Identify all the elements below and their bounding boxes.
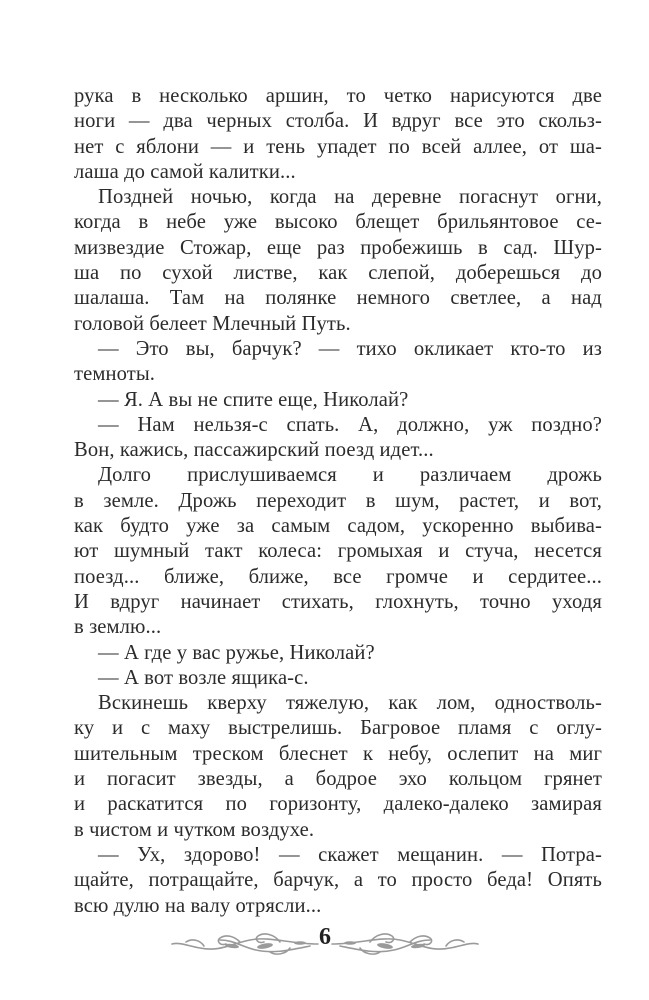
text-line: и раскатится по горизонту, далеко-далеко замирая: [74, 793, 602, 816]
text-line: — Я. А вы не спите еще, Николай?: [98, 388, 409, 411]
text-line: шалаша. Там на полянке немного светлее, а над: [74, 287, 602, 310]
text-line: ку и с маху выстрелишь. Багровое пламя с оглу-: [74, 717, 602, 740]
text-line: в чистом и чутком воздухе.: [74, 818, 315, 841]
text-line: Поздней ночью, когда на деревне погаснут огни,: [98, 186, 602, 209]
text-line: — А где у вас ружье, Николай?: [98, 641, 375, 664]
text-line: И вдруг начинает стихать, глохнуть, точно уходя: [74, 590, 602, 613]
decorative-flourish-icon: [170, 928, 320, 958]
text-line: темноты.: [74, 363, 156, 386]
text-line: — Ух, здорово! — скажет мещанин. — Потра-: [98, 843, 602, 866]
text-line: в земле. Дрожь переходит в шум, растет, и вот,: [74, 489, 602, 512]
text-line: — Нам нельзя-с спать. А, должно, уж поздно?: [98, 413, 602, 436]
body-text: [74, 84, 602, 919]
text-line: и погасит звезды, а бодрое эхо кольцом грянет: [74, 768, 602, 791]
text-line: лаша до самой калитки...: [74, 160, 296, 183]
text-line: нет с яблони — и тень упадет по всей аллее, от ша-: [74, 135, 602, 158]
text-line: Вскинешь кверху тяжелую, как лом, одностволь-: [98, 692, 602, 715]
text-line: рука в несколько аршин, то четко нарисуются две: [74, 85, 602, 107]
page-footer: [0, 920, 649, 970]
text-line: щайте, потращайте, барчук, а то просто беда! Опять: [74, 869, 602, 892]
text-line: шительным треском блеснет к небу, ослепит на миг: [74, 742, 602, 765]
text-line: всю дулю на валу отрясли...: [74, 894, 322, 917]
text-line: ют шумный такт колеса: громыхая и стуча, несется: [74, 540, 602, 563]
text-line: Долго прислушиваемся и различаем дрожь: [98, 464, 602, 487]
text-line: когда в небе уже высоко блещет брильянтовое се-: [74, 211, 602, 234]
text-line: в землю...: [74, 616, 162, 639]
text-line: поезд... ближе, ближе, все громче и сердитее...: [74, 565, 602, 588]
text-line: ноги — два черных столба. И вдруг все это скольз-: [74, 110, 602, 133]
text-line: — Это вы, барчук? — тихо окликает кто-то из: [98, 337, 602, 360]
page-number: 6: [319, 924, 331, 950]
text-line: Вон, кажись, пассажирский поезд идет...: [74, 439, 434, 462]
text-line: как будто уже за самым садом, ускоренно выбива-: [74, 515, 602, 538]
decorative-flourish-icon: [330, 928, 480, 958]
text-line: головой белеет Млечный Путь.: [74, 312, 351, 335]
text-line: мизвездие Стожар, еще раз пробежишь в сад. Шур-: [74, 236, 602, 259]
text-line: — А вот возле ящика-с.: [98, 666, 309, 689]
text-line: ша по сухой листве, как слепой, доберешься до: [74, 262, 602, 285]
